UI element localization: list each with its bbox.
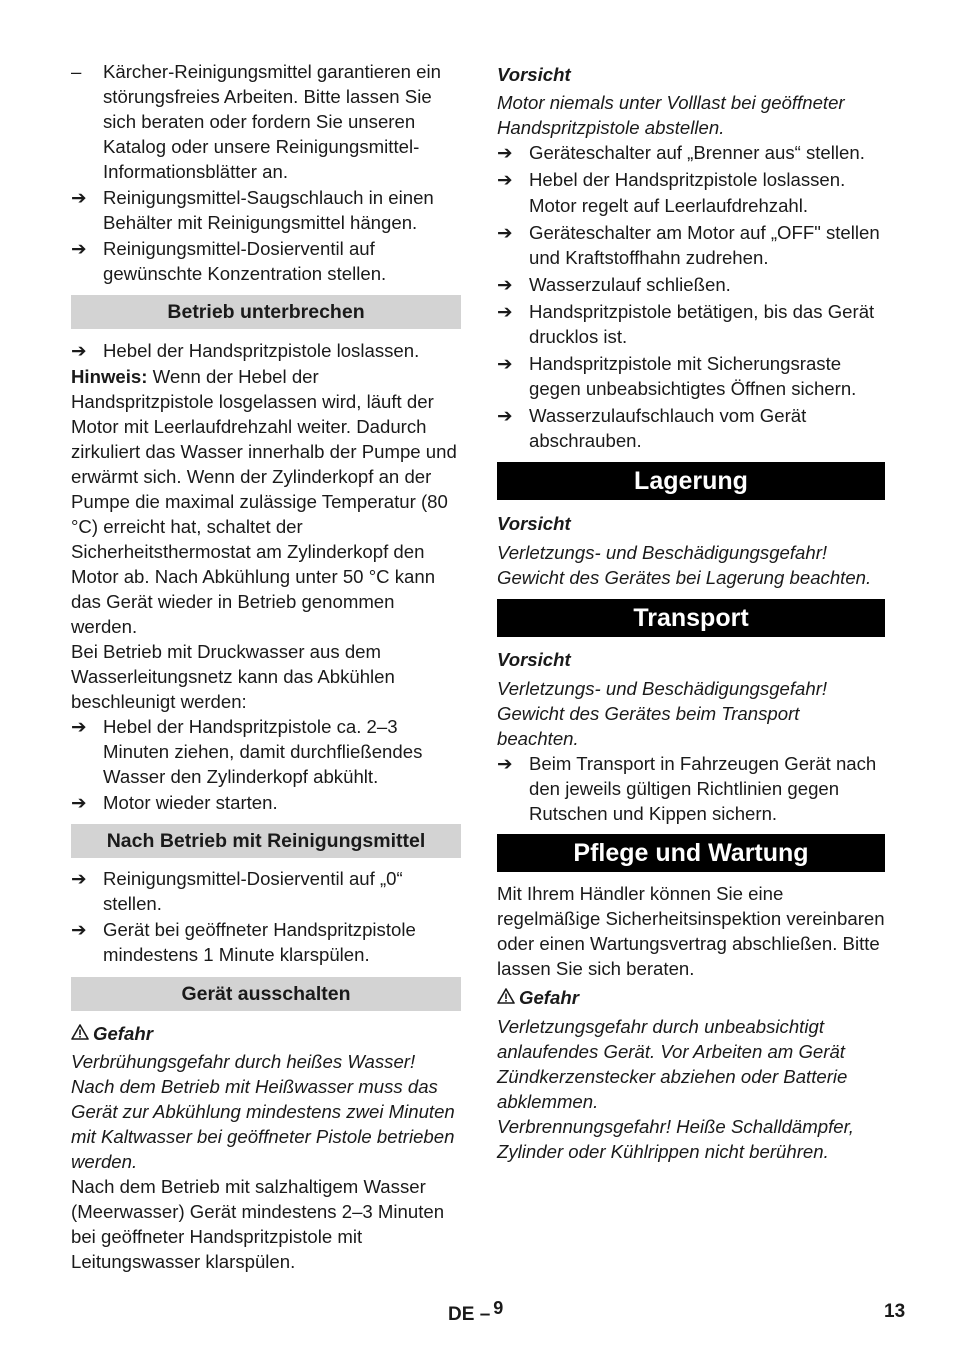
gefahr-text: Verletzungsgefahr durch unbeabsichtigt anlaufendes Gerät. Vor Arbeiten am Gerät Zündkerzenstecker abziehen oder Batterie abklemmen. [497,1016,848,1112]
list-item [71,236,461,286]
list-item-text: Handspritzpistole mit Sicherungsraste gegen unbeabsichtigtes Öffnen sichern. [529,353,857,399]
arrow-right-icon: ➔ [71,340,87,361]
page-number: 13 [884,1301,906,1322]
arrow-right-icon: ➔ [497,169,513,190]
list-item [71,866,461,916]
list-item-text: Kärcher-Reinigungsmittel garantieren ein störungsfreies Arbeiten. Bitte lassen Sie sich beraten oder fordern Sie unseren Katalog oder unsere Reinigungsmittel-Informationsblätter an. [103,61,441,182]
list-item-text: Reinigungsmittel-Dosierventil auf gewünschte Konzentration stellen. [103,238,387,284]
right-column [497,62,885,1164]
list-item [497,351,885,401]
list-item [71,790,461,815]
arrow-right-icon: ➔ [497,222,513,243]
list-item-text: Handspritzpistole betätigen, bis das Gerät drucklos ist. [529,301,875,347]
indented-text: Motor regelt auf Leerlaufdrehzahl. [529,195,809,216]
list-item-text: Hebel der Handspritzpistole loslassen. [529,169,846,190]
arrow-right-icon: ➔ [497,142,513,163]
gefahr-text: Verbrennungsgefahr! Heiße Schalldämpfer, Zylinder oder Kühlrippen nicht berühren. [497,1116,854,1162]
hinweis-label: Hinweis: [71,366,148,387]
list-item [497,299,885,349]
list-item [71,917,461,967]
list-item-text: Hebel der Handspritzpistole ca. 2–3 Minuten ziehen, damit durchfließendes Wasser den Zylinderkopf abkühlt. [103,716,423,787]
paragraph: Nach dem Betrieb mit salzhaltigem Wasser (Meerwasser) Gerät mindestens 2–3 Minuten bei geöffneter Handspritzpistole mit Leitungswasser klarspülen. [71,1176,445,1272]
left-column [71,59,461,1274]
gefahr-heading [497,985,885,1010]
list-item-text: Reinigungsmittel-Dosierventil auf „0“ stellen. [103,868,403,914]
paragraph: Bei Betrieb mit Druckwasser aus dem Wasserleitungsnetz kann das Abkühlen beschleunigt werden: [71,641,395,712]
vorsicht-text: Verletzungs- und Beschädigungsgefahr! Gewicht des Gerätes bei Lagerung beachten. [497,542,872,588]
vorsicht-heading: Vorsicht [497,64,571,85]
list-item [71,338,461,363]
arrow-right-icon: ➔ [497,753,513,774]
vorsicht-text: Verletzungs- und Beschädigungsgefahr! Gewicht des Gerätes beim Transport beachten. [497,678,828,749]
arrow-right-icon: ➔ [71,187,87,208]
arrow-right-icon: ➔ [71,868,87,889]
footer-separator: – [479,1304,491,1325]
list-item-text: Hebel der Handspritzpistole loslassen. [103,340,420,361]
list-item [497,220,885,270]
list-item [497,167,885,192]
warning-triangle-icon [497,988,519,1004]
arrow-right-icon: ➔ [71,238,87,259]
section-heading-geraet-ausschalten: Gerät ausschalten [71,977,461,1011]
list-item-text: Motor wieder starten. [103,792,278,813]
footer-section-label [448,1296,503,1327]
section-heading-betrieb-unterbrechen: Betrieb unterbrechen [71,295,461,329]
list-item-text: Wasserzulaufschlauch vom Gerät abschrauben. [529,405,807,451]
arrow-right-icon: ➔ [497,301,513,322]
warning-triangle-icon [71,1024,93,1040]
list-item-text: Wasserzulauf schließen. [529,274,731,295]
list-item [497,140,885,165]
hinweis-text: Wenn der Hebel der Handspritzpistole losgelassen wird, läuft der Motor mit Leerlaufdrehzahl weiter. Dadurch zirkuliert das Wasser innerhalb der Pumpe und erwärmt sich. Wenn der Zylinderkopf an der Pumpe die maximal zulässige Temperatur (80 °C) erreicht hat, schaltet der Sicherheitsthermostat am Zylinderkopf den Motor ab. Nach Abkühlung unter 50 °C kann das Gerät wieder in Betrieb genommen werden. [71,366,457,637]
section-heading-nach-betrieb: Nach Betrieb mit Reinigungsmittel [71,824,461,858]
arrow-right-icon: ➔ [71,792,87,813]
arrow-right-icon: ➔ [497,405,513,426]
list-item [497,272,885,297]
paragraph: Mit Ihrem Händler können Sie eine regelmäßige Sicherheitsinspektion vereinbaren oder einen Wartungsvertrag abschließen. Bitte lassen Sie sich beraten. [497,883,885,979]
arrow-right-icon: ➔ [497,274,513,295]
list-item [497,751,885,826]
vorsicht-heading: Vorsicht [497,513,571,534]
list-item [71,714,461,789]
arrow-right-icon: ➔ [71,716,87,737]
dash-marker: – [71,61,82,82]
vorsicht-heading: Vorsicht [497,649,571,670]
section-heading-lagerung: Lagerung [497,462,885,500]
arrow-right-icon: ➔ [71,919,87,940]
list-item [71,59,461,184]
gefahr-text: Verbrühungsgefahr durch heißes Wasser! Nach dem Betrieb mit Heißwasser muss das Gerät zur Abkühlung mindestens zwei Minuten mit Kaltwasser bei geöffneter Pistole betrieben werden. [71,1051,455,1172]
list-item-text: Reinigungsmittel-Saugschlauch in einen Behälter mit Reinigungsmittel hängen. [103,187,434,233]
list-item-text: Beim Transport in Fahrzeugen Gerät nach den jeweils gültigen Richtlinien gegen Rutschen und Kippen sichern. [529,753,877,824]
footer-lang: DE [448,1304,475,1325]
list-item [497,403,885,453]
list-item-text: Gerät bei geöffneter Handspritzpistole mindestens 1 Minute klarspülen. [103,919,416,965]
section-heading-transport: Transport [497,599,885,637]
gefahr-label: Gefahr [93,1023,153,1044]
footer-subpage: 9 [493,1298,504,1318]
arrow-right-icon: ➔ [497,353,513,374]
gefahr-heading [71,1021,461,1046]
list-item [71,185,461,235]
hinweis-paragraph [71,364,461,639]
vorsicht-text: Motor niemals unter Volllast bei geöffneter Handspritzpistole abstellen. [497,92,845,138]
section-heading-pflege-und-wartung: Pflege und Wartung [497,834,885,872]
list-item-text: Geräteschalter am Motor auf „OFF" stellen und Kraftstoffhahn zudrehen. [529,222,880,268]
list-item-text: Geräteschalter auf „Brenner aus“ stellen. [529,142,865,163]
gefahr-label: Gefahr [519,987,579,1008]
